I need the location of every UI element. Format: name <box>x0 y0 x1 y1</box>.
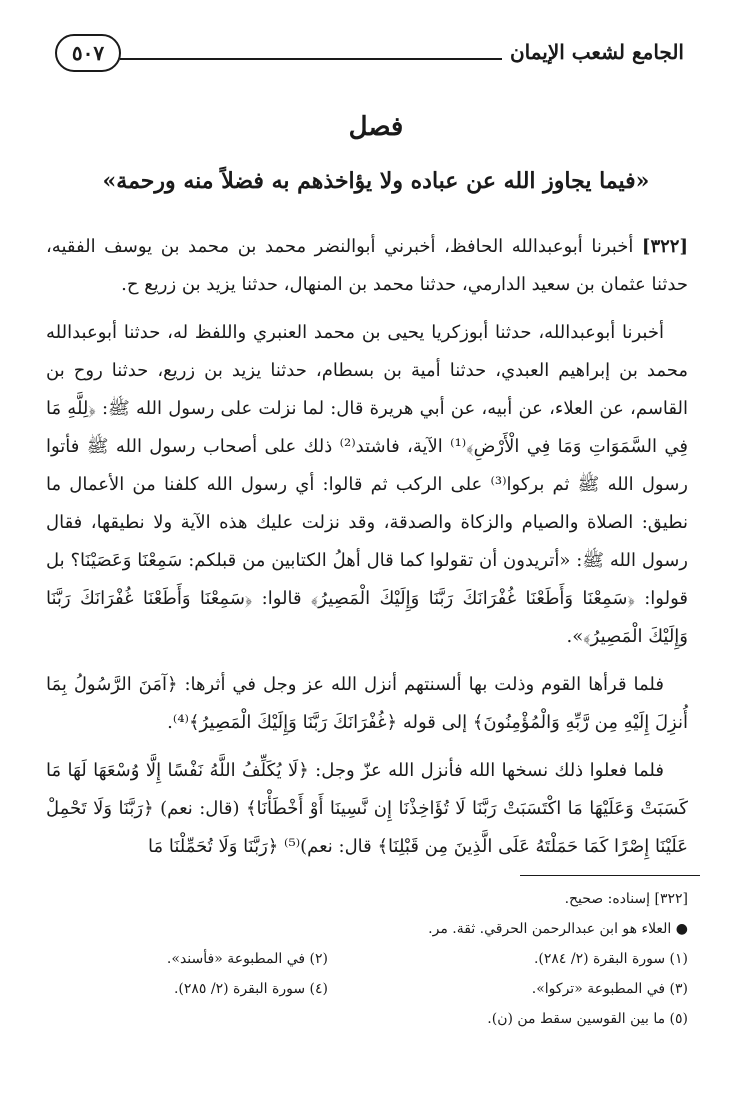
header-rule <box>120 58 502 60</box>
footnote-ala: ● العلاء هو ابن عبدالرحمن الحرقي. ثقة. مر. <box>428 921 688 937</box>
paragraph-4: فلما فعلوا ذلك نسخها الله فأنزل الله عزّ وجل: ﴿لَا يُكَلِّفُ اللَّهُ نَفْسًا إِلَّا وُسْعَهَا لَهَا مَا كَسَبَتْ وَعَلَيْهَا مَا اكْتَسَبَتْ رَبَّنَا لَا تُؤَاخِذْنَا إِن نَّسِينَا أَوْ أَخْطَأْنَا﴾ (قال: نعم) ﴿رَبَّنَا وَلَا تَحْمِلْ عَلَيْنَا إِصْرًا كَمَا حَمَلْتَهُ عَلَى الَّذِينَ مِن قَبْلِنَا﴾ قال: نعم)⁽⁵⁾ ﴿رَبَّنَا وَلَا تُحَمِّلْنَا مَا <box>46 760 688 857</box>
paragraph-1-text: أخبرنا أبوعبدالله الحافظ، أخبرني أبوالنضر محمد بن محمد بن يوسف الفقيه، حدثنا عثمان بن سعيد الدارمي، حدثنا محمد بن المنهال، حدثنا يزيد بن زريع ح. <box>46 236 688 295</box>
page-number: ٥٠٧ <box>55 34 121 72</box>
footnote-3: (٣) في المطبوعة «تركوا». <box>531 981 688 997</box>
footnotes <box>46 884 688 1034</box>
section-title: فصل <box>348 112 404 142</box>
running-title: الجامع لشعب الإيمان <box>509 40 684 64</box>
hadith-number: [٣٢٢] <box>641 236 688 257</box>
paragraph-3: فلما قرأها القوم وذلت بها ألسنتهم أنزل الله عز وجل في أثرها: ﴿آمَنَ الرَّسُولُ بِمَا أُنزِلَ إِلَيْهِ مِن رَّبِّهِ وَالْمُؤْمِنُونَ﴾ إلى قوله ﴿غُفْرَانَكَ رَبَّنَا وَإِلَيْكَ الْمَصِيرُ﴾⁽⁴⁾. <box>46 674 688 733</box>
body-text <box>46 228 688 876</box>
footnote-5: (٥) ما بين القوسين سقط من (ن). <box>487 1011 688 1027</box>
paragraph-hadith-322 <box>46 228 688 304</box>
footnote-isnad: [٣٢٢] إسناده: صحيح. <box>564 891 688 907</box>
footnote-1: (١) سورة البقرة (٢/ ٢٨٤). <box>533 951 688 967</box>
section-subtitle: «فيما يجاوز الله عن عباده ولا يؤاخذهم به فضلاً منه ورحمة» <box>102 168 650 194</box>
footnote-4: (٤) سورة البقرة (٢/ ٢٨٥). <box>173 981 328 997</box>
footnote-row-2 <box>46 974 688 1004</box>
footnote-rule <box>520 875 700 876</box>
footnote-row-1 <box>46 944 688 974</box>
paragraph-2: أخبرنا أبوعبدالله، حدثنا أبوزكريا يحيى بن محمد العنبري واللفظ له، حدثنا أبوعبدالله محمد بن إبراهيم العبدي، حدثنا أمية بن بسطام، حدثنا يزيد بن زريع، حدثنا روح بن القاسم، عن العلاء، عن أبيه، عن أبي هريرة قال: لما نزلت على رسول الله ﷺ: ﴿لِلَّهِ مَا فِي السَّمَوَاتِ وَمَا فِي الْأَرْضِ﴾⁽¹⁾ الآية، فاشتد⁽²⁾ ذلك على أصحاب رسول الله ﷺ فأتوا رسول الله ﷺ ثم بركوا⁽³⁾ على الركب ثم قالوا: أي رسول الله كلفنا من الأعمال ما نطيق: الصلاة والصيام والزكاة والصدقة، وقد نزلت عليك هذه الآية ولا نطيقها، فقال رسول الله ﷺ: «أتريدون أن تقولوا كما قال أهلُ الكتابين من قبلكم: سَمِعْنَا وَعَصَيْنَا؟ بل قولوا: ﴿سَمِعْنَا وَأَطَعْنَا غُفْرَانَكَ رَبَّنَا وَإِلَيْكَ الْمَصِيرُ﴾ قالوا: ﴿سَمِعْنَا وَأَطَعْنَا غُفْرَانَكَ رَبَّنَا وَإِلَيْكَ الْمَصِيرُ﴾». <box>46 322 688 647</box>
footnote-2: (٢) في المطبوعة «فأسند». <box>166 951 328 967</box>
